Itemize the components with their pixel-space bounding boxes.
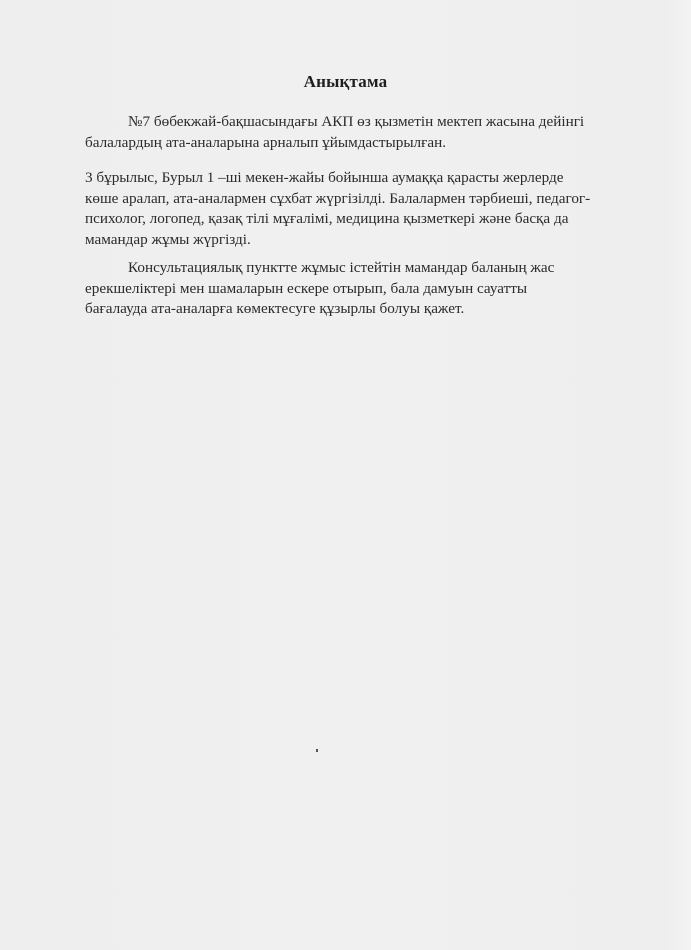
paragraph-line: көше аралап, ата-аналармен сұхбат жүргізілді. Балалармен тәрбиеші, педагог- xyxy=(85,189,591,207)
paragraph-2 xyxy=(85,168,605,250)
paragraph-line: №7 бөбекжай-бақшасындағы АКП өз қызметін мектеп жасына дейінгі xyxy=(128,113,585,130)
paragraph-1 xyxy=(85,112,605,153)
page-edge xyxy=(669,0,691,950)
paragraph-line: бағалауда ата-аналарға көмектесуге құзырлы болуы қажет. xyxy=(85,300,465,317)
paragraph-line: Консультациялық пунктте жұмыс істейтін мамандар баланың жас xyxy=(128,259,555,276)
paragraph-line: балалардың ата-аналарына арналып ұйымдастырылған. xyxy=(85,133,447,151)
paragraph-3 xyxy=(85,258,605,320)
document-title: Анықтама xyxy=(303,72,388,91)
paragraph-line: мамандар жұмы жүргізді. xyxy=(85,230,251,248)
paragraph-line: 3 бұрылыс, Бурыл 1 –ші мекен-жайы бойынша аумаққа қарасты жерлерде xyxy=(85,169,564,186)
paragraph-line: психолог, логопед, қазақ тілі мұғалімі, медицина қызметкері және басқа да xyxy=(85,210,569,227)
paragraph-line: ерекшеліктері мен шамаларын ескере отырып, бала дамуын сауатты xyxy=(85,279,528,297)
scan-speck xyxy=(316,749,318,752)
